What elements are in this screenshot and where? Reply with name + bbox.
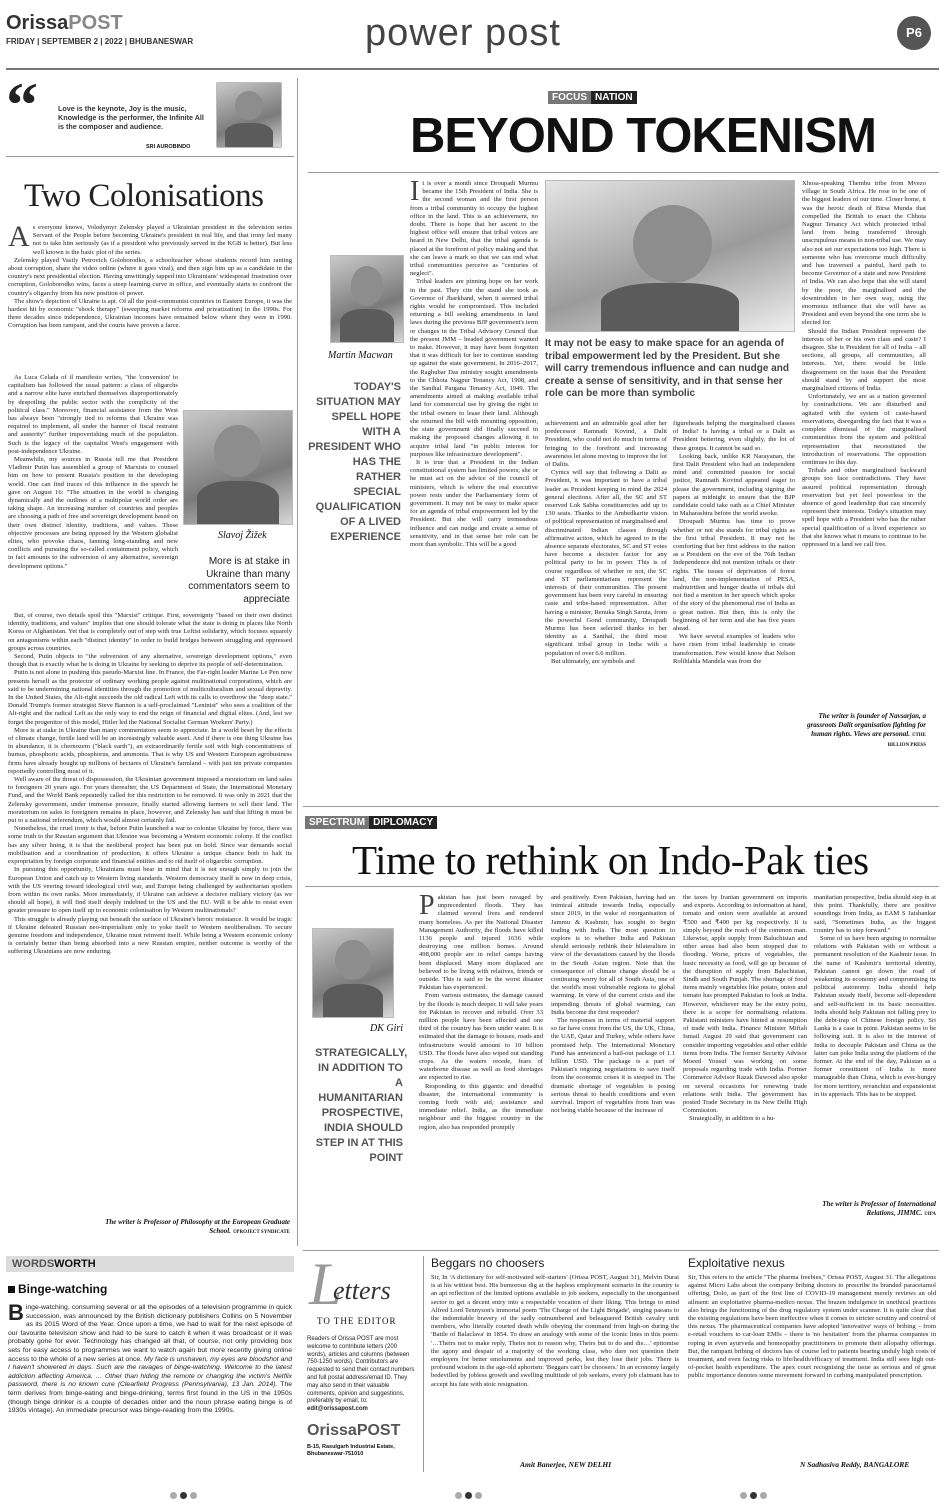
mid-c1c: Responding to this gigantic and dreadful disaster, the international community is coming forth with aid, assistance and immediate relief. India, as the immediate neighbour and the biggest country in the region, also has responded promptly: [419, 1082, 543, 1131]
wordsworth-label-1: WORDS: [12, 1258, 55, 1270]
masthead-logo: [6, 12, 123, 35]
zizek-photo: [183, 410, 293, 525]
logo-orissa: Orissa: [6, 12, 69, 34]
top-title-rule: [308, 172, 939, 173]
letter-1-body: [431, 1274, 679, 1458]
letters-word: etters: [333, 1276, 391, 1305]
mid-bottom-rule: [303, 1250, 939, 1251]
wordsworth-body: [8, 1300, 293, 1474]
quote-author: SRI AUROBINDO: [146, 144, 191, 150]
dot-icon: [740, 1492, 747, 1499]
mid-footer-credit: ©IPA: [924, 1212, 936, 1217]
wordsworth-dropcap: B: [8, 1300, 24, 1325]
footer-dots-right: [740, 1486, 780, 1494]
top-c2c: But ultimately, are symbols and: [551, 657, 635, 665]
dot-icon: [455, 1492, 462, 1499]
top-footer-text: The writer is founder of Navsarjan, a grassroots Dalit organisation fighting for human rights. Views are personal.: [806, 712, 926, 738]
top-col-4: [802, 180, 926, 710]
top-c3c: Droupadi Murmu has time to prove whether or not she stands for tribal rights as the first tribal President. It may not be comforting that her first address to the nation as a President on the eve of the 76th Indian Independence did not mention tribals or their rights. The issues of deprivation of forest land, the non-implementation of PESA, malnutrition and hunger deaths of tribals did not find a mention in her speech which spoke of the story of the phenomenal rise of India as a great nation. But then, this is only the beginning of her term and she has five years ahead.: [673, 518, 795, 633]
mid-col-2: [551, 894, 675, 1244]
top-c1c: It is true that a President in the Indian constitutional system has limited powers; she or he must act on the advice of the council of ministers, which is where the real executive power rests under the Parliamentary form of government. It may not be easy to make space for an agenda of tribal empowerment led by the President. But she will carry tremendous influence and can nudge and create a sense of sensitivity, and in that sense her role can be more than symbolic. This will be a good: [410, 458, 538, 548]
kicker-nation: NATION: [591, 91, 637, 104]
mid-c1: akistan has just been ravaged by unprecedented floods. They has claimed several lives and rendered many homeless. As per the National Disaster Management Authority, the floods have killed 1136 people and injured 1636 while destroying one million homes. Around 498,000 people are in relief camps having been displaced. Many more displaced are believed to be living with relatives, friends or outside. This is said to be the worst disaster Pakistan has experienced.: [419, 894, 543, 992]
mid-dropcap: P: [419, 890, 435, 921]
letters-logo: OrissaPOST: [307, 1422, 401, 1439]
left-p4: As Luca Celada of il manifesto writes, "the 'conversion' to capitalism has followed the usual pattern: a class of oligarchs and a narrow elite have enriched themselves disproportionately by despoiling the public sector with the complicity of the political class." Moreover, financial assistance from the West has always been "strongly tied to reforms that Ukraine was required to implement, all under the banner of fiscal restraint and austerity" further impoverishing much of the population. Such is the legacy of the capitalist West's engagement with post-independence Ukraine.: [8, 374, 178, 455]
wordsworth-title-text: Binge-watching: [18, 1282, 108, 1296]
section-title: power post: [365, 12, 561, 54]
top-c1b: Tribal leaders are pinning hope on her work in the past. They cite the stand she took as Governor of Jharkhand, when it seemed tribal rights would be compromised. This included returning a bill seeking amendments in land laws during the previous BJP government's term or changes in the Tribal Advisory Council that the present JMM – headed government wanted to make. However, it may have been forgotten that it was difficult for her to continue standing up against the state government. In 2016–2017, the Raghubar Das ministry sought amendments to the Chhota Nagpur Tenancy Act, 1908, and the Santhal Pargana Tenancy Act, 1949. The amendments aimed at making available tribal land for commercial use by giving the right to the tribal owners to lease their land. Although she returned the bill with mounting opposition, the state government did finally succeed in making the proposed changes allowing it to acquire tribal land "in public interest for purposes like infrastructure development".: [410, 278, 538, 458]
kicker-diplomacy: DIPLOMACY: [369, 816, 437, 829]
top-col-2: [545, 420, 667, 758]
letters-big-l: L: [309, 1251, 343, 1317]
mid-c3b: Strategically, in addition to a hu-: [689, 1115, 776, 1123]
wordsworth-label-2: WORTH: [54, 1258, 96, 1270]
letters-box: [303, 1251, 419, 1476]
wordsworth-text: inge-watching, consuming several or all the episodes of a television programme in quick succession, was announced by the British dictionary publishers Collins on 5 November as its 2015 Word of the Year. Once upon a time, we had to wait for the next episode of our favourite television show and had to be sure to catch it when it was broadcast or it was probably gone for ever. Technology has changed all that, of course, not only providing box sets for easy access to programmes we want to watch again but more recently giving online access to the whole of a new series at once.: [8, 1304, 292, 1363]
top-c3: figureheads helping the marginalised classes of India? Is having a tribal or a Dalit as President bettering, even slightly, the lot of these groups. It cannot be said so.: [673, 420, 795, 452]
quote-box: [6, 69, 290, 152]
left-p10: Well aware of the threat of dispossession, the Ukrainian government imposed a moratorium on land sales to foreigners 20 years ago. For years thereafter, the US Department of State, the International Monetary Fund, and the World Bank repeatedly called for this restriction to be removed. It was only in 2021 that the Zelensky government, under immense pressure, finally started allowing farmers to sell their land. The moratorium on sales to foreigners remains in place, however, and Zelensky has said that lifting it must be put to a national referendum, which would almost certainly fail.: [8, 776, 292, 825]
wordsworth-tail: The term derives from binge-eating and binge-drinking, terms first found in the US in the 1950s (though binge drinker is a couple of decades older and the noun phrase eating binge is of 1930s vintage). An immediate precursor was binge-reading from the 1990s.: [8, 1381, 293, 1415]
mid-c4: manitarian prospective, India should step in at this point. Thankfully, there are positive soundings from India, as EAM S Jaishankar said, "Sometimes India, as the biggest country has to step forward.": [814, 894, 936, 934]
dot-icon: [475, 1492, 482, 1499]
mid-col-1: [419, 890, 543, 1244]
murmu-photo-caption: It may not be easy to make space for an agenda of tribal empowerment led by the President. But she will carry tremendous influence and can nudge and create a sense of sensitivity, and in that sense her role can be more than symbolic: [545, 338, 789, 399]
quote-rule: [6, 156, 294, 157]
left-p12: In pursuing this opportunity, Ukrainians must bear in mind that it is not enough simply to join the European Union and catch up to Western living standards. Western democracy itself is now in deep crisis, with the US veering toward ideological civil war, and Europe being challenged by authoritarian spoilers from within its own ranks. More immediately, if Ukraine can achieve a decisive military victory (as we should all hope), it will find itself deeply indebted to the US and the EU. Will it be able to resist even greater pressure to open itself up to economic colonisation by Western multinationals?: [8, 866, 292, 915]
left-p13: This struggle is already playing out beneath the surface of Ukraine's heroic resistance. It would be tragic if Ukraine defeated Russian neo-imperialism only to yoke itself to Western neoliberalism. To secure genuine freedom and independence, Ukraine must reinvent itself. While being a Western economic colony is certainly better than being absorbed into a new Russian empire, neither outcome is worthy of the suffering Ukrainians are now enduring.: [8, 915, 292, 956]
letter-2-sign: N Sadhasiva Reddy, BANGALORE: [800, 1460, 910, 1469]
left-article-title: Two Colonisations: [24, 178, 264, 214]
wordsworth-label: [6, 1256, 294, 1272]
top-c3d: We have several examples of leaders who have risen from tribal leadership to create transformation. Few would know that Nelson Rolihlahla Mandela was from the: [673, 633, 795, 665]
top-kicker: [548, 87, 637, 105]
top-pull-quote: TODAY'S SITUATION MAY SPELL HOPE WITH A PRESIDENT WHO HAS THE RATHER SPECIAL QUALIFICATION OF A LIVED EXPERIENCE: [308, 381, 401, 543]
left-dropcap: A: [8, 220, 30, 253]
top-col-3: [673, 420, 795, 758]
murmu-photo: [545, 180, 795, 332]
top-c4: Xhosa-speaking Thembu tribe from Mvezo village in South Africa. He rose to be one of the biggest leaders of our time. Closer home, it was the heroic death of Birsa Munda that compelled the British to enact the Chhota Nagpur Tenancy Act which protected tribal land from being transferred through unscrupulous means to non-tribal use. We may also not set our expectations too high. There is someone who has overcome much difficulty and has traversed a painful, hard path to become Governor of a state and now President of India. We can also hope that she will stand by the poor, the marginalised and the downtrodden in her own way, using the enormous influence that she will have as President and even beyond the one term she is elected for.: [802, 180, 926, 327]
dot-icon: [180, 1492, 187, 1499]
left-p5: Meanwhile, my sources in Russia tell me that President Vladimir Putin has assembled a group of Marxists to counsel him on how to present Russia's position in the developing world. One can find traces of this influence in the speech he gave on August 16: "The situation in the world is changing dynamically and the outlines of a multipolar world order are taking shape. An increasing number of countries and peoples are choosing a path of free and sovereign development based on their own distinct identity, traditions, and values. These objective processes are being opposed by the Western globalist elites, who provoke chaos, fanning long-standing and new conflicts and pursuing the so-called containment policy, which in fact amounts to the subversion of any alternative, sovereign development options.": [8, 456, 178, 570]
letters-info: [307, 1336, 417, 1414]
left-pull-quote: More is at stake in Ukraine than many commentators seem to appreciate: [188, 556, 290, 605]
top-c4c: Unfortunately, we are as a nation governed by contradictions. We are disturbed and agitated with the system of caste-based reservations, disregarding the fact that it was a complete dismissal of the marginalised communities from the system and political representation that necessitated the introduction of reservations. The opposition continues to this day.: [802, 393, 926, 466]
top-c4d: Tribals and other marginalised backward groups too face contradictions. They have assured political representation through reservation but yet feel powerless in the absence of good leadership that can sincerely represent their interests. Today's situation may spell hope with a President who has the rather special qualification of a lived experience so that she knows what it means to continue to be oppressed in a land we call free.: [802, 467, 926, 548]
letter-1-text: Sir, In 'A dictionary for self-motivated self-starters' (Orissa POST, August 31), Melvin Durai is at his wittiest best. His humorous dig at the hapless employment scenario in the country is an apt reflection of the limited options available to job seekers, especially in the unorganised sector to get a decent entry into a respectable vocation of their liking. This brings to mind Alfred Lord Tennyson's immortal poem 'The Charge of the Light Brigade', singing paeans to the indomitable bravery of the sadly outnumbered and beleaguered British cavalry unit members, who literally courted death while obeying the command from high-on during the 'Battle of Balaclava' in 1854. To draw an analogy with some of the iconic lines in this poem: '…Theirs not to make reply, Theirs not to reason why, Theirs but to do and die…' epitomise the agony and despair of a majority of the working class, who dare not question their employers for better emoluments and improved perks, lest they lose their jobs. There is profound wisdom in the age-old aphorism: 'Beggars can't be choosers.' In an economy largely bedevilled by jobless growth and swelling multitude of job seekers, every job claimant has to accept his fate with stoic resignation.: [431, 1274, 679, 1388]
top-c2: achievement and an admirable goal after her predecessor Ramnath Kovind, a Dalit President, who could not do much in terms of bringing to the forefront and increasing awareness let alone moving to improve the lot of Dalits.: [545, 420, 667, 469]
kicker-spectrum: SPECTRUM: [305, 816, 369, 829]
quote-text: Love is the keynote, Joy is the music, Knowledge is the performer, the Infinite All is the composer and audience.: [58, 104, 204, 131]
wordsworth-title: [8, 1282, 107, 1296]
top-dropcap: I: [410, 176, 420, 207]
letters-sub: TO THE EDITOR: [317, 1316, 397, 1326]
top-c4b: Should the Indian President represent the interests of her or his own class and caste? I disagree. She is President for all of India – all sections, all groups, all communities, all interests. Yet, there would be little disagreement on the issue that the President should stand by and support the most marginalised citizens of India.: [802, 327, 926, 393]
left-footer-credit: ©PROJECT SYNDICATE: [232, 1230, 290, 1235]
giri-photo: [312, 928, 394, 1018]
left-p6: But, of course, two details spoil this "Marxist" critique. First, sovereignty "based on their own distinct identity, traditions, and values" implies that one should tolerate what the state is doing in places like North Korea or Afghanistan. Yet that is completely out of step with true Leftist solidarity, which focuses squarely on antagonisms within each "distinct identity" in order to build bridges between struggling and oppressed groups across countries.: [8, 612, 292, 652]
letters-info-text: Readers of Orissa POST are most welcome to contribute letters (200 words), articles and columns (between 750-1250 words). Contributors are requested to send their contact numbers and full postal address/email ID. They may also send in their valuable comments, opinion and suggestions, preferably by email, to:: [307, 1336, 415, 1405]
mid-footer-text: The writer is Professor of International Relations, JIMMC.: [822, 1200, 936, 1217]
letter-1-sign: Amit Banerjee, NEW DELHI: [520, 1460, 612, 1469]
letters-rule: [423, 1256, 424, 1472]
mid-c4b: Some of us have been arguing to normalise relations with Pakistan with or without a permanent resolution of the Kashmir issue. In the name of Kashmir's territorial identity, Pakistan cannot go down the road of weakening its economy and compromising its political autonomy. India should help Pakistan steady itself, become self-dependent and self-sufficient in its basic necessities. India should help Pakistan not falling prey to the debt-trap of Chinese foreign policy. Sri Lanka is a case in point. Pakistan seems to be following suit. It is also in the interest of India to decouple Pakistan and China as the latter can poke India using the platform of the former. At the end of the day, Pakistan as a former constituent of India is more manageable than China, which is ever-hungry for more territory, revanchist and expansionist in its approach. This has to be stopped.: [814, 935, 936, 1098]
letter-2-title: Exploitative nexus: [688, 1256, 785, 1270]
left-article-p4: [8, 374, 178, 570]
letter-2-body: [688, 1274, 936, 1458]
letter-2-text: Sir, This refers to the article "The pharma freebies," Orissa POST, August 31. The allegations against Micro Labs about the company bribing doctors to prescribe its branded paracetamol offering, Dolo, as part of the first line of COVID-19 management merely reviews an old ailment: an exploitative pharma-medico nexus. The brazen indulgence in unethical practices also brings the functioning of the drug regulatory system under scanner. It is quite clear that the existing regulations have been ineffective when it comes to stricter scrutiny and control of this nexus. The pharmaceutical companies have adopted 'innovative' ways of bribing – from e-retail vouchers to car-loan EMIs – there is 'no hesitation' from the pharma companies in roping in even ayurveda and homeopathy practitioners to promote their allopathy offerings. But, the rampant bribing of doctors has of course led to patients bearing unduly high costs of treatment, and even facing risks to life/health/efficacy of treatment. India still sees high out-of-pocket health expenditure. The apex court recognising the issue as serious and of great public importance denotes some movement forward in curbing manipulated prescription.: [688, 1274, 936, 1380]
left-article-footer: [90, 1218, 290, 1237]
left-article-body: [8, 534, 178, 612]
dot-icon: [750, 1492, 757, 1499]
left-p8: Putin is not alone in pushing this pseudo-Marxist line. In France, the Far-right leader Marine Le Pen now presents herself as the protector of ordinary working people against multinational corporations, which are said to be undermining national identities through the promotion of multiculturalism and sexual depravity. In the United States, the Alt-right succeeds the old radical Left with its calls to overthrow the "deep state." Donald Trump's former strategist Steve Bannon is a self-proclaimed "Leninist" who sees a coalition of the Alt-right and the radical Left as the only way to end the reign of financial and digital elites. (And, lest we forget the progenitor of this model, Hitler led the National Socialist German Workers' Party.): [8, 669, 292, 726]
top-bottom-rule: [303, 806, 939, 807]
dot-icon: [465, 1492, 472, 1499]
left-p9: More is at stake in Ukraine than many commentators seem to appreciate. In a world beset by the effects of climate change, fertile land will be an increasingly valuable asset. And if there is one thing Ukraine has in abundance, it is chernozem ("black earth"), an extraordinarily fertile soil with high concentrations of humus, phosphoric acids, phosphorus, and ammonia. That is why US and Western European agrobusiness firms have already bought up millions of hectares of Ukraine's farmland – with just ten private companies reportedly controlling most of it.: [8, 726, 292, 775]
left-p3: The show's depiction of Ukraine is apt. Of all the post-communist countries in Eastern Europe, it was the hardest hit by economic "shock therapy" (sweeping market reforms and privatization) in the 1990s. For three decades since independence, Ukrainian incomes have remained below where they were in 1990. Corruption has been rampant, and the courts have proven a farce.: [8, 297, 292, 330]
dot-icon: [760, 1492, 767, 1499]
mid-col-3: [683, 894, 807, 1244]
top-footer-credit: ©THE BILLION PRESS: [887, 733, 926, 748]
mid-c2b: The responses in terms of material support so far have come from the US, the UK, China, the UAE, Qatar and Turkey, while others have promised help. The International Monetary Fund has announced a bail-out package of 1.1 billion USD. The package is a part of Pakistan's ongoing negotiations to save itself from the economic crises it is steeped in. The dramatic shortage of vegetables is posing serious threat to health conditions and even survival. Import of vegetables from Iran was not being viable because of the increase of: [551, 1017, 675, 1115]
footer-dots-mid: [455, 1486, 495, 1494]
top-article-footer: [802, 712, 926, 750]
mid-pull-quote: STRATEGICALLY, IN ADDITION TO A HUMANITARIAN PROSPECTIVE, INDIA SHOULD STEP IN AT THIS POINT: [315, 1047, 408, 1164]
quote-mark-icon: “: [6, 69, 38, 140]
letter-1-title: Beggars no choosers: [431, 1256, 545, 1270]
mid-article-footer: [814, 1200, 936, 1219]
mid-title-rule: [305, 886, 939, 887]
letters-address: B-15, Rasulgarh Industrial Estate, Bhubaneswar-751010: [307, 1444, 395, 1457]
dot-icon: [170, 1492, 177, 1499]
mid-c2: and positively. Even Pakistan, having had an inimical attitude towards India, especially since 2019, in the wake of reorganisation of Jammu & Kashmir, has sought to begin trading with India. The most question to explore is to whether India and Pakistan should seriously rethink their bilateralism in view of the devastations caused by the floods in the South Asian region. Note that the consequence of climate change should be a continuing worry for all of South Asia, one of the world's most vulnerable regions to global warming. In view of the current crisis and the impending threats of global warming, can India become the first responder?: [551, 894, 675, 1016]
aurobindo-photo: [216, 82, 282, 148]
macwan-byline: Martin Macwan: [328, 350, 393, 361]
macwan-photo: [330, 255, 404, 343]
zizek-byline: Slavoj Žižek: [218, 530, 267, 541]
wordsworth-square-icon: [8, 1286, 15, 1293]
kicker-focus: FOCUS: [548, 91, 591, 104]
left-article-body2: [8, 612, 292, 1202]
dateline: FRIDAY | SEPTEMBER 2 | 2022 | BHUBANESWAR: [6, 37, 194, 46]
letters-email[interactable]: edit@orissapost.com: [307, 1406, 368, 1413]
mid-kicker: [305, 812, 437, 830]
left-col-rule: [297, 78, 298, 1246]
top-c3b: Looking back, unlike KR Narayanan, the first Dalit President who had an independent mind and committed passion for social justice, Ramnath Kovind appeared eager to please the government, including signing the papers at midnight to ensure that the BJP candidate could take oath as a Chief Minister in Maharashtra before the world awoke.: [673, 452, 795, 518]
top-col-1: [410, 176, 538, 758]
top-c1: t is over a month since Droupadi Murmu became the 15th President of India. She is the second woman and the first person from a tribal community to occupy the highest office in the land. This is an achievement, no doubt. There is hope that her ascent to the highest office will ensure that tribal voices are heard in New Delhi, that the tribal agenda is placed at the forefront of policy making and that she can leave a mark so that we can end what tribal communities perceive as "centuries of neglect".: [410, 180, 538, 278]
mid-article-title: Time to rethink on Indo-Pak ties: [352, 837, 869, 883]
page-number: P6: [897, 16, 931, 50]
top-c2b: Cynics will say that following a Dalit as President, it was important to have a tribal leader as President keeping in mind the 2024 general elections. After all, the SC and ST reserved Lok Sabha constituencies add up to 130 seats. Thanks to the Ambedkarite vision of political representation of marginalised and discriminated Indian classes through affirmative action, which he agreed to in the absence separate electorates, SC and ST votes have become a decisive factor for any political party to be in power. This is of course regardless of whether or not, the SC and ST parliamentarians represent the interests of their communities. The present government has been very careful in ensuring caste and tribe-based representation. After having a minister, Renuka Singh Saruta, from the powerful Gond community, Droupadi Murmu has been selected thanks to her identity as a Santhal, the third most significant tribal group in India with a population of over 6.6 million.: [545, 469, 667, 657]
wordsworth-italic: My face is unshaven, my eyes are bloodshot and I haven't showered in days. Such are the ravages of binge-watching. Welcome to the latest addiction affecting America. … Other than hiding the remote or changing the victim's Netflix password, there is no known cure (Clearfield Progress (Pennsylvania), 13 Jan. 2014).: [8, 1355, 292, 1389]
footer-dots-left: [170, 1486, 210, 1494]
dot-icon: [190, 1492, 197, 1499]
left-p7: Second, Putin objects to "the subversion of any alternative, sovereign development options," even though that is exactly what he is doing in Ukraine by seeking to deprive its people of self-determination.: [8, 653, 292, 669]
left-p2: Zelensky played Vasily Petrovich Goloborodko, a schoolteacher whose students record him ranting about corruption, share the video online (where it goes viral), and then sign him up as a candidate in the country's next presidential election. Having unwittingly tapped into Ukrainians' widespread frustration over corruption, Goloborodko wins, faces a steep learning curve in office, and eventually starts to confront the country's oligarchy from his new position of power.: [8, 256, 292, 297]
masthead-rule: [6, 68, 939, 70]
top-article-title: BEYOND TOKENISM: [410, 109, 876, 163]
left-footer-text: The writer is Professor of Philosophy at the European Graduate School.: [105, 1218, 290, 1235]
mid-c3: the taxes by Iranian government on imports and exports. According to information at hand, tomato and onion were available at around ₹500 and ₹400 per kg respectively. It is simply beyond the reach of the common man. Likewise, apple supply from Baluchistan and other areas had also been stopped due to flooding. Worse, prices of vegetables, the basic necessity as food, will go up because of the disruption of supply from Baluchistan, Sindh and South Punjab. The shortage of food items mainly vegetables like potato, onion and tomato has prompted Pakistan to look at India. However, whichever may be the entry point, there is a scope for normalising relations. Pakistani ministers have hinted at resumption of trade with India. Finance Minister Miftah Ismail August 29 said that government can consider importing vegetables and other edible items from India. The former Security Advisor Moeed Yousuf was working on some proposals regarding trade with India. Former Commerce Advisor Razak Dawood also spoke on several occasions for renewing trade relations with India. The government has posted Trade Secretary in its New Delhi High Commission.: [683, 894, 807, 1115]
left-p1: s everyone knows, Volodymyr Zelensky played a Ukrainian president in the television series Servant of the People before becoming Ukraine's president in real life, and that irony led many not to take him seriously (as if a president who previously served in the KGB is better). But less well known is the basic plot of the series.: [32, 224, 292, 256]
logo-post: POST: [68, 12, 123, 34]
left-p11: Nonetheless, the cruel irony is that, before Putin launched a war to colonise Ukraine by force, there was some truth to the Russian argument that Ukraine was becoming a Western economic colony. If the conflict has any silver lining, it is that the neoliberal project has been put on hold. Since war demands social mobilisation and a coordination of production, it offers Ukraine a unique chance both to halt its expropriation by foreign corporate and financial entities and to rid itself of oligarchic corruption.: [8, 825, 292, 866]
mid-c1b: From various estimates, the damage caused by the floods is much deeper. It will take years for Pakistan to recover and rebuild. Over 33 million people have been affected and one third of the country has been under water. It is estimated that the damage to houses, roads and infrastructure would amount to 10 billion USD. The floods have also wiped out standing crops. As the waters recede, fears of waterborne disease as well as food shortages are expected to rise.: [419, 992, 543, 1082]
mid-col-4: [814, 894, 936, 1194]
giri-byline: DK Giri: [370, 1023, 404, 1034]
